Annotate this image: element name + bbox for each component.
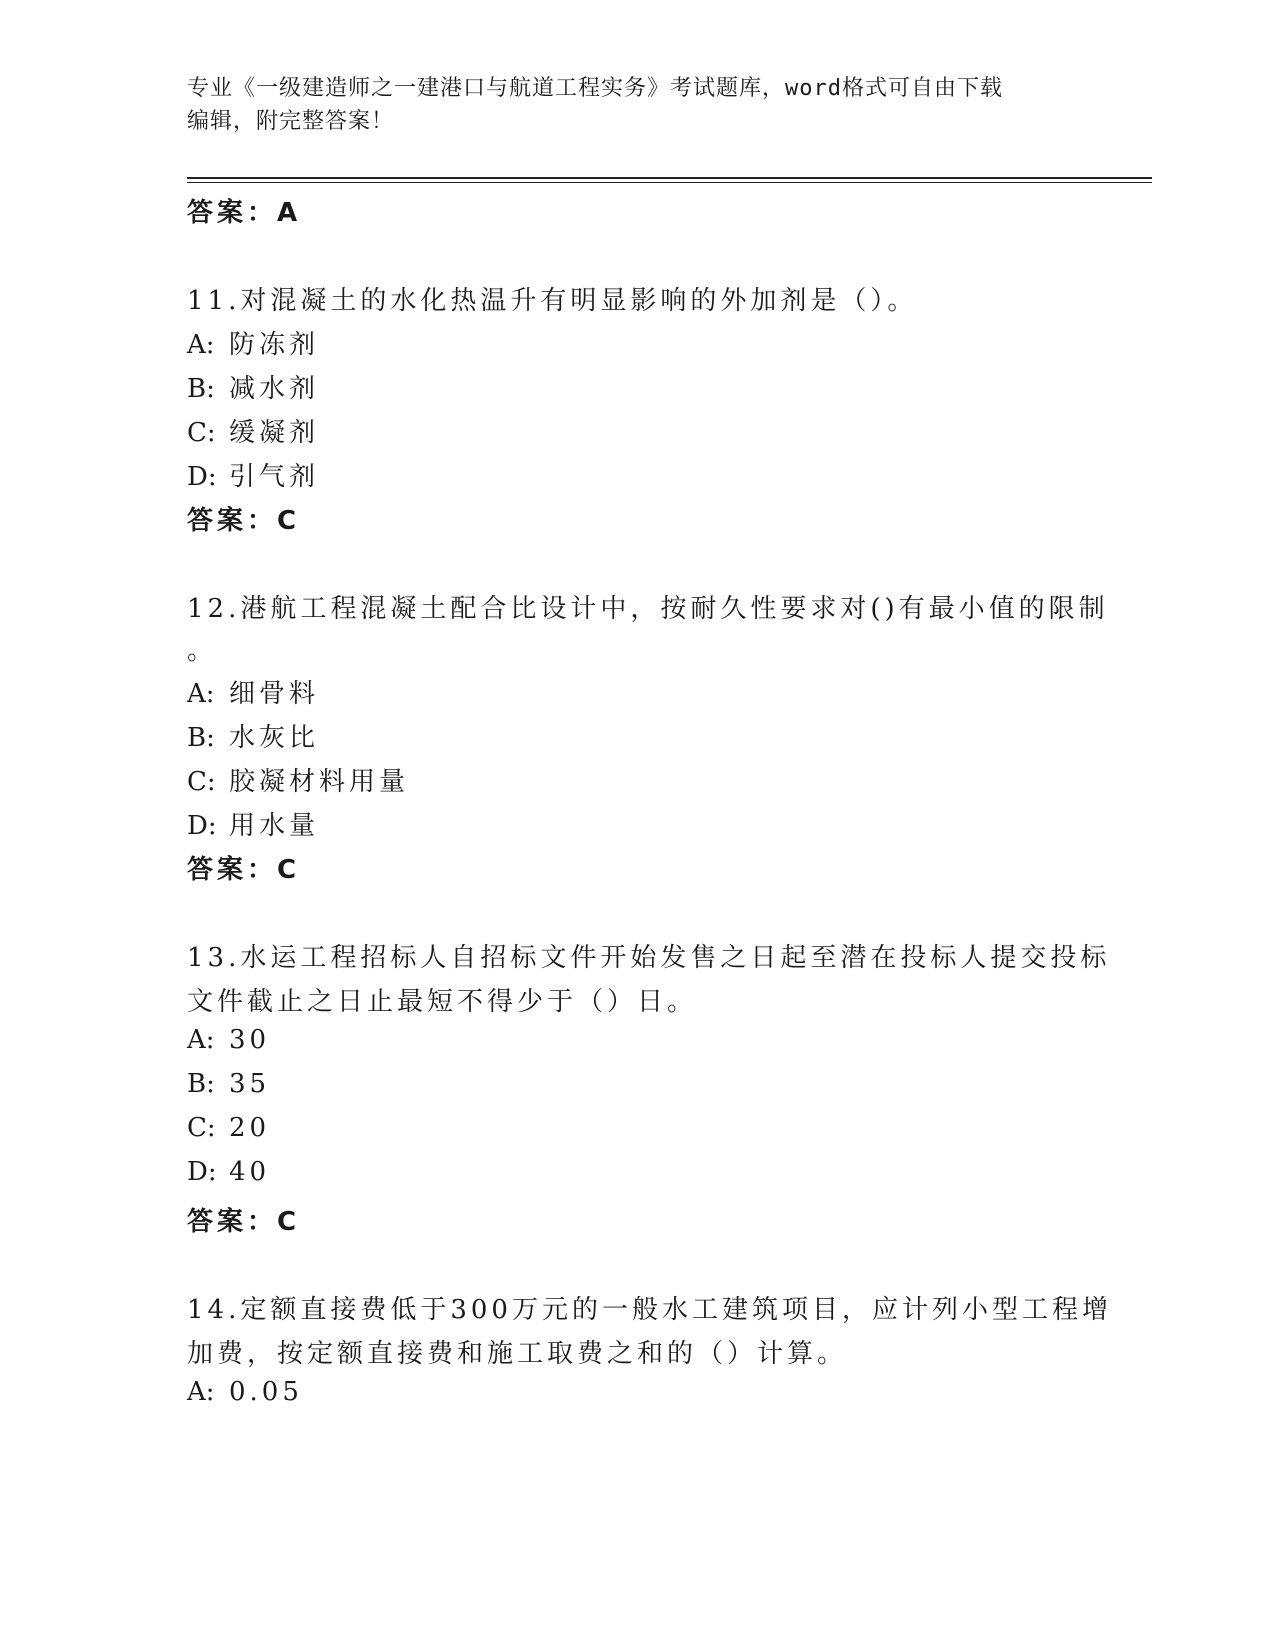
- option-text: 引气剂: [229, 462, 320, 492]
- option-c: [187, 761, 409, 798]
- option-text: 0.05: [229, 1377, 303, 1407]
- option-c: [187, 412, 319, 449]
- header-line-1: 专业《一级建造师之一建港口与航道工程实务》考试题库，word格式可自由下载: [187, 76, 1003, 101]
- question-stem: 12.港航工程混凝土配合比设计中，按耐久性要求对()有最小值的限制: [187, 594, 1109, 624]
- option-key: C:: [187, 1113, 216, 1143]
- option-c: [187, 1113, 270, 1143]
- option-text: 40: [229, 1157, 271, 1187]
- document-header: [187, 72, 1087, 138]
- question-stem-cont: 加费，按定额直接费和施工取费之和的（）计算。: [187, 1339, 848, 1369]
- option-key: B:: [187, 1069, 215, 1099]
- option-b: [187, 1069, 270, 1099]
- option-a: [187, 1025, 270, 1055]
- question-stem-cont: 文件截止之日止最短不得少于（）日。: [187, 987, 698, 1017]
- option-text: 20: [229, 1113, 271, 1143]
- option-key: A:: [187, 679, 215, 709]
- option-text: 水灰比: [229, 723, 320, 753]
- answer-line: [187, 192, 299, 229]
- option-key: A:: [187, 1377, 215, 1407]
- option-d: [187, 456, 319, 493]
- option-text: 用水量: [229, 811, 320, 841]
- header-rule-thin: [187, 182, 1152, 183]
- answer-label: 答案：: [187, 198, 278, 228]
- option-key: D:: [187, 811, 217, 841]
- option-d: [187, 805, 319, 842]
- option-a: [187, 324, 319, 361]
- option-key: B:: [187, 723, 215, 753]
- option-text: 胶凝材料用量: [229, 767, 410, 797]
- option-b: [187, 717, 319, 754]
- option-a: [187, 1377, 303, 1407]
- question-stem: 11.对混凝土的水化热温升有明显影响的外加剂是（）。: [187, 286, 918, 316]
- question-stem: 13.水运工程招标人自招标文件开始发售之日起至潜在投标人提交投标: [187, 943, 1111, 973]
- option-key: D:: [187, 1157, 217, 1187]
- option-key: A:: [187, 1025, 215, 1055]
- header-line-2: 编辑，附完整答案！: [187, 109, 395, 134]
- question-stem: 14.定额直接费低于300万元的一般水工建筑项目，应计列小型工程增: [187, 1295, 1112, 1325]
- option-key: B:: [187, 374, 215, 404]
- answer-value: C: [277, 506, 299, 536]
- answer-label: 答案：: [187, 1207, 278, 1237]
- option-text: 缓凝剂: [229, 418, 320, 448]
- answer-value: C: [277, 855, 299, 885]
- header-rule-thick: [187, 177, 1152, 179]
- option-key: D:: [187, 462, 217, 492]
- option-text: 防冻剂: [229, 330, 320, 360]
- option-key: C:: [187, 767, 216, 797]
- answer-label: 答案：: [187, 506, 278, 536]
- option-b: [187, 368, 319, 405]
- option-key: C:: [187, 418, 216, 448]
- question-stem-cont: 。: [187, 636, 218, 666]
- option-d: [187, 1157, 270, 1187]
- option-text: 35: [229, 1069, 271, 1099]
- option-key: A:: [187, 330, 215, 360]
- answer-line: [187, 500, 298, 537]
- answer-value: A: [277, 198, 300, 228]
- option-text: 减水剂: [229, 374, 320, 404]
- answer-line: [187, 849, 298, 886]
- option-text: 30: [229, 1025, 271, 1055]
- answer-line: [187, 1201, 298, 1238]
- option-a: [187, 673, 319, 710]
- answer-label: 答案：: [187, 855, 278, 885]
- option-text: 细骨料: [229, 679, 320, 709]
- answer-value: C: [277, 1207, 299, 1237]
